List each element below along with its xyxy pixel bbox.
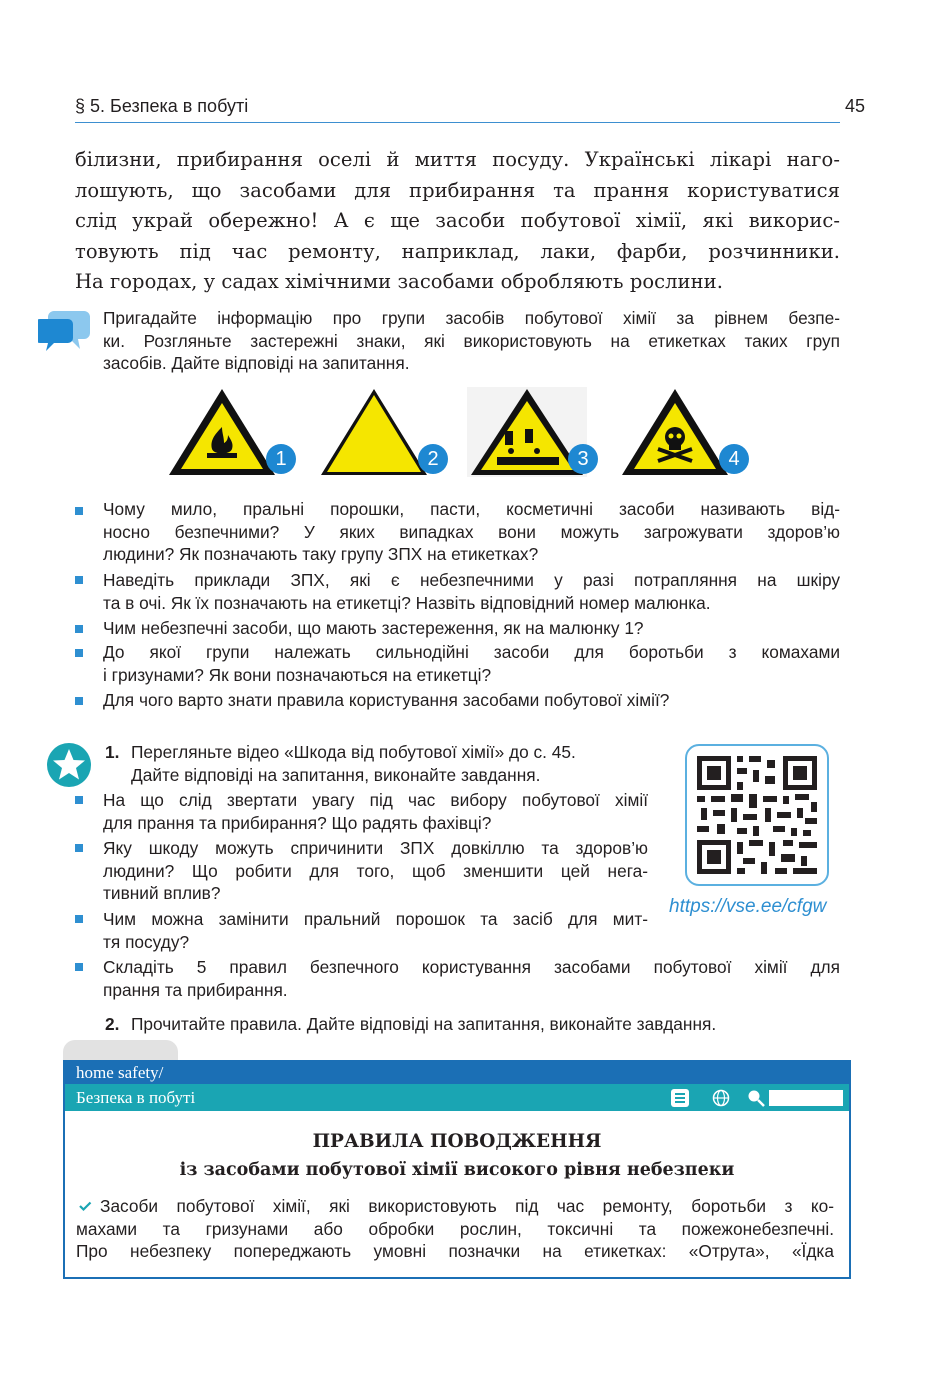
- page-number: 45: [845, 96, 866, 116]
- task-intro: [103, 307, 840, 375]
- question-line: і гризунами? Як вони позначаються на етикетці?: [103, 664, 492, 685]
- rules-title: ПРАВИЛА ПОВОДЖЕННЯ: [312, 1131, 602, 1152]
- question-line: Чому мило, пральні порошки, пасти, косметичні засоби називають від-: [103, 499, 840, 519]
- question-line: та в очі. Як їх позначають на етикетці? Назвіть відповідний номер малюнка.: [103, 592, 711, 613]
- task-intro-line: Пригадайте інформацію про групи засобів побутової хімії за рівнем безпе-: [103, 308, 840, 328]
- sign-number-badge: 4: [719, 444, 749, 474]
- task-bullet-line: Складіть 5 правил безпечного користування засобами побутової хімії для: [103, 957, 840, 977]
- question-item: [103, 689, 840, 712]
- page-header: [75, 92, 840, 123]
- question-line: Чим небезпечні засоби, що мають застереження, як на малюнку 1?: [103, 618, 644, 638]
- task-intro-line: засобів. Дайте відповіді на запитання.: [103, 353, 410, 373]
- task-bullet: [103, 908, 648, 953]
- task-bullet: [103, 837, 648, 905]
- task-bullet-line: тя посуду?: [103, 931, 190, 952]
- task-line: Дайте відповіді на запитання, виконайте завдання.: [131, 764, 541, 785]
- task-number: 1.: [105, 742, 120, 762]
- task-intro-line: ки. Розгляньте застережні знаки, які використовують на етикетках таких груп: [103, 330, 840, 351]
- task-bullet-line: На що слід звертати увагу під час вибору побутової хімії: [103, 790, 648, 810]
- task-bullet-line: прання та прибирання.: [103, 979, 288, 1000]
- site-nav-bar: [65, 1084, 849, 1111]
- search-input[interactable]: [769, 1090, 843, 1106]
- intro-paragraph: [75, 145, 840, 298]
- site-section-title: Безпека в побуті: [76, 1088, 196, 1107]
- rule-text: [76, 1195, 834, 1263]
- question-item: [103, 569, 840, 614]
- paragraph-line: білизни, прибирання оселі й миття посуду. Українські лікарі наго-: [75, 148, 840, 171]
- bullet-marker: [75, 844, 83, 852]
- menu-icon[interactable]: [670, 1088, 690, 1108]
- question-line: носно безпечними? У яких випадках вони можуть загрожувати здоров’ю: [103, 521, 840, 542]
- globe-icon[interactable]: [712, 1089, 730, 1107]
- question-item: [103, 498, 840, 566]
- task-line: Перегляньте відео «Шкода від побутової хімії» до с. 45.: [131, 742, 576, 762]
- bullet-marker: [75, 697, 83, 705]
- question-line: Для чого варто знати правила користування засобами побутової хімії?: [103, 690, 670, 710]
- rule-line: махами та гризунами або обробки рослин, токсичні та пожежонебезпечні.: [76, 1218, 834, 1239]
- bullet-marker: [75, 796, 83, 804]
- qr-code[interactable]: [685, 744, 829, 886]
- flame-warning-sign-icon: [167, 387, 277, 477]
- task-bullet-line: Яку шкоду можуть спричинити ЗПХ довкіллю та здоров’ю: [103, 838, 648, 858]
- bullet-marker: [75, 576, 83, 584]
- paragraph-line: лошують, що засобами для прибирання та прання користуватися: [75, 178, 840, 202]
- paragraph-line: товують під час ремонту, наприклад, лаки, фарби, розчинники.: [75, 239, 840, 263]
- sign-number-badge: 2: [418, 444, 448, 474]
- bullet-marker: [75, 915, 83, 923]
- bullet-marker: [75, 625, 83, 633]
- question-item: [103, 617, 840, 640]
- speech-bubbles-icon: [38, 307, 90, 355]
- question-line: Наведіть приклади ЗПХ, які є небезпечними у разі потрапляння на шкіру: [103, 570, 840, 590]
- video-link[interactable]: https://vse.ee/cfgw: [669, 896, 827, 917]
- url-path: home safety/: [76, 1063, 164, 1082]
- toxic-skull-warning-sign-icon: [620, 387, 730, 477]
- task-number: 2.: [105, 1014, 120, 1034]
- task-bullet: [103, 956, 840, 1001]
- task-bullet-line: для прання та прибирання? Що радять фахівці?: [103, 812, 492, 833]
- task-text: Прочитайте правила. Дайте відповіді на запитання, виконайте завдання.: [131, 1014, 717, 1034]
- task-bullet-line: тивний вплив?: [103, 883, 221, 903]
- sign-number-badge: 3: [568, 444, 598, 474]
- url-bar: [65, 1062, 849, 1084]
- bullet-marker: [75, 649, 83, 657]
- paragraph-line: На городах, у садах хімічними засобами обробляють рослини.: [75, 270, 723, 293]
- qr-code-icon: [687, 746, 827, 884]
- star-task-icon: [45, 741, 93, 789]
- question-line: До якої групи належать сильнодійні засоби для боротьби з комахами: [103, 642, 840, 662]
- blank-warning-sign-icon: [319, 387, 429, 477]
- bullet-marker: [75, 963, 83, 971]
- sign-number-badge: 1: [266, 444, 296, 474]
- question-line: людини? Як позначають таку групу ЗПХ на етикетках?: [103, 544, 539, 564]
- task-text: [131, 741, 661, 786]
- rules-subtitle: із засобами побутової хімії високого рівня небезпеки: [179, 1160, 735, 1180]
- search-icon[interactable]: [747, 1089, 767, 1107]
- question-item: [103, 641, 840, 686]
- task-bullet-line: Чим можна замінити пральний порошок та засіб для мит-: [103, 909, 648, 929]
- section-title: § 5. Безпека в побуті: [75, 96, 249, 116]
- rule-line: Про небезпеку попереджають умовні позначки на етикетках: «Отрута», «Їдка: [76, 1241, 834, 1261]
- paragraph-line: слід украй обережно! А є ще засоби побутової хімії, які викорис-: [75, 209, 840, 232]
- task-bullet-line: людини? Що робити для того, щоб зменшити цей нега-: [103, 860, 648, 881]
- rule-line: Засоби побутової хімії, які використовують під час ремонту, боротьби з ко-: [100, 1196, 834, 1216]
- task-bullet: [103, 789, 648, 834]
- bullet-marker: [75, 507, 83, 515]
